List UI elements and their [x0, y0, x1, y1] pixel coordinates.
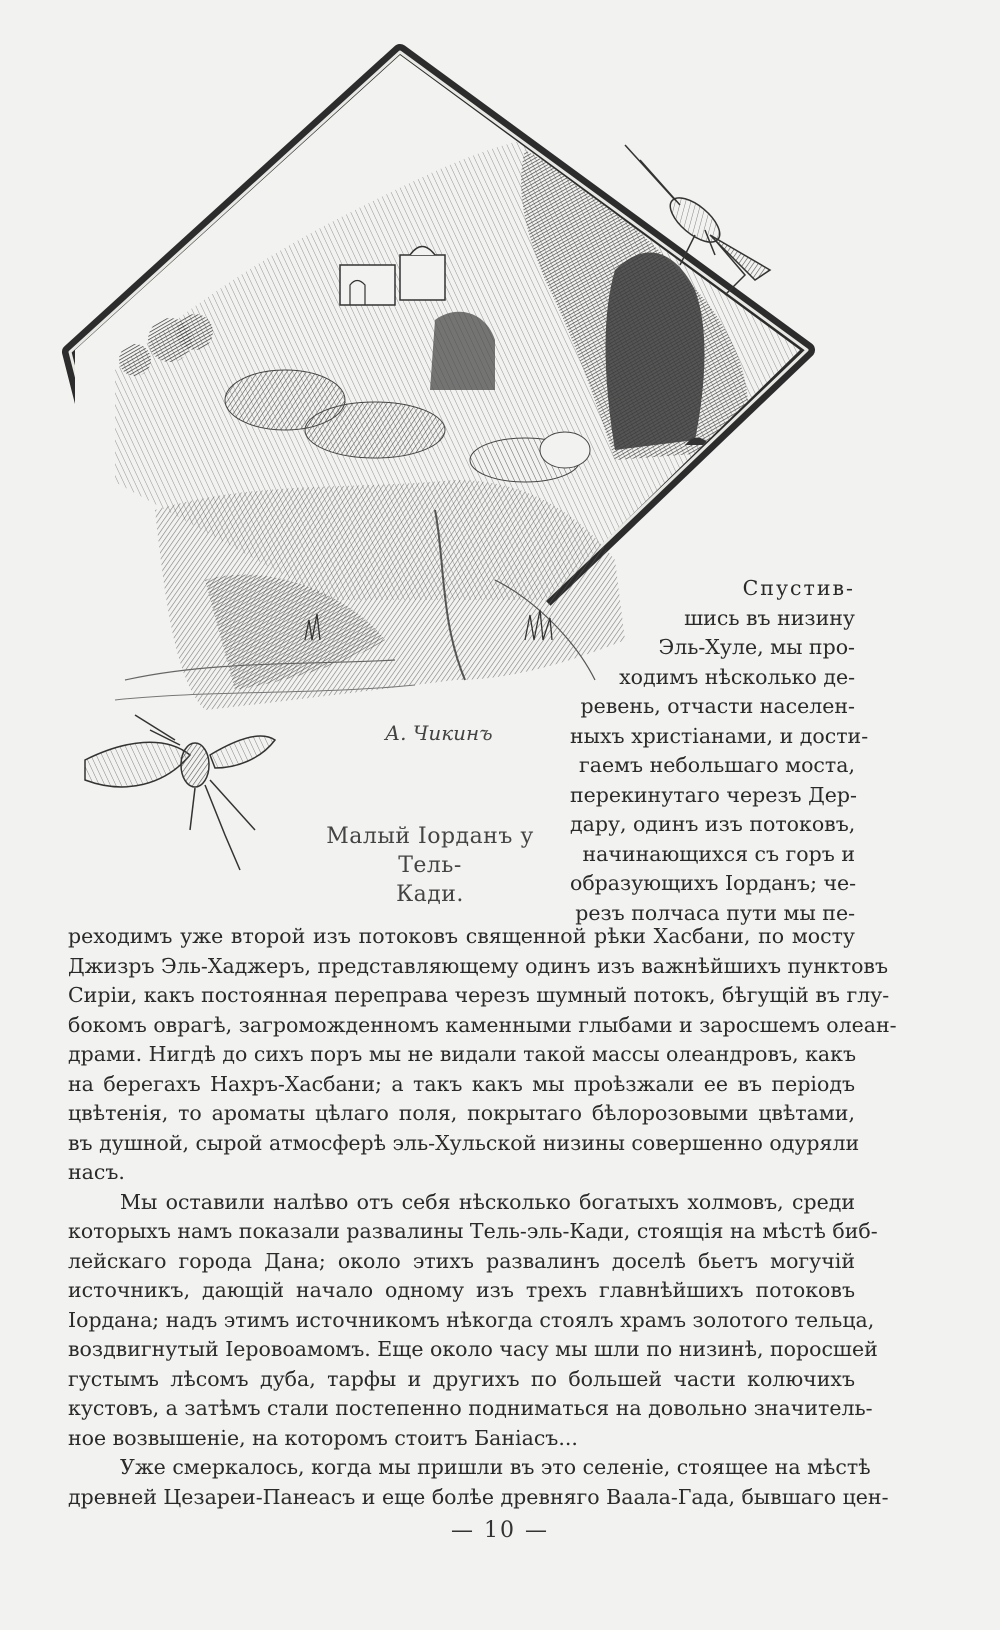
text-line: начинающихся съ горъ и — [582, 841, 855, 866]
text-line: ревень, отчасти населен- — [580, 694, 855, 718]
text-line: Сиріи, какъ постоянная переправа черезъ шумный потокъ, бѣгущій въ глу- — [68, 983, 890, 1007]
text-line: бокомъ оврагѣ, загроможденномъ каменными глыбами и заросшемъ олеан- — [68, 1012, 897, 1037]
text-line: кустовъ, а затѣмъ стали постепенно подниматься на довольно значитель- — [68, 1396, 873, 1420]
text-line: Мы оставили налѣво отъ себя нѣсколько богатыхъ холмовъ, среди — [120, 1189, 855, 1214]
text-line: лейскаго города Дана; около этихъ развалинъ доселѣ бьетъ могучій — [68, 1248, 855, 1273]
text-line: древней Цезареи-Панеасъ и еще болѣе древняго Ваала-Гада, бывшаго цен- — [68, 1484, 889, 1509]
grasshopper-bottom-icon — [85, 715, 275, 870]
body-text — [68, 922, 897, 1512]
text-line: въ душной, сырой атмосферѣ эль-Хульской низины совершенно одуряли — [68, 1130, 860, 1155]
text-line: воздвигнутый Іеровоамомъ. Еще около часу мы шли по низинѣ, поросшей — [68, 1337, 878, 1361]
text-line: перекинутаго черезъ Дер- — [570, 782, 857, 807]
illustration-caption — [305, 822, 555, 909]
foreground-vegetation — [115, 480, 625, 745]
text-line: Эль-Хуле, мы про- — [658, 635, 855, 659]
text-line: источникъ, дающій начало одному изъ трехъ главнѣйшихъ потоковъ — [68, 1278, 855, 1302]
paragraph-1 — [68, 922, 897, 1188]
text-line: дару, одинъ изъ потоковъ, — [570, 812, 856, 836]
text-line: насъ. — [68, 1160, 125, 1184]
text-line: которыхъ намъ показали развалины Тель-эль-Кади, стоящія на мѣстѣ биб- — [68, 1219, 878, 1243]
text-line: цвѣтенія, то ароматы цѣлаго поля, покрытаго бѣлорозовыми цвѣтами, — [68, 1101, 855, 1125]
text-line: ходимъ нѣсколько де- — [619, 664, 855, 689]
text-line: гаемъ небольшаго моста, — [579, 753, 855, 777]
text-line: Іордана; надъ этимъ источникомъ нѣкогда стоялъ храмъ золотого тельца, — [68, 1307, 875, 1332]
text-line: реходимъ уже второй изъ потоковъ священной рѣки Хасбани, по мосту — [68, 924, 855, 948]
text-line: Джизръ Эль-Хаджеръ, представляющему одинъ изъ важнѣйшихъ пунктовъ — [68, 953, 888, 978]
text-line: на берегахъ Нахръ-Хасбани; а такъ какъ мы проѣзжали ее въ періодъ — [68, 1071, 855, 1096]
text-line: густымъ лѣсомъ дуба, тарфы и другихъ по большей части колючихъ — [68, 1366, 855, 1391]
text-line: шись въ низину — [684, 605, 855, 630]
text-line: драми. Нигдѣ до сихъ поръ мы не видали такой массы олеандровъ, какъ — [68, 1042, 856, 1066]
text-line: Уже смеркалось, когда мы пришли въ это селеніе, стоящее на мѣстѣ — [120, 1455, 871, 1479]
wrapped-text-column — [570, 574, 869, 928]
paragraph-3 — [68, 1453, 889, 1512]
artist-signature: А. Чикинъ — [385, 721, 493, 745]
text-line: Спустив- — [742, 576, 855, 600]
paragraph-2 — [68, 1188, 878, 1454]
text-line: ныхъ христіанами, и дости- — [570, 723, 869, 748]
text-line: образующихъ Іорданъ; че- — [570, 871, 857, 895]
text-line: ное возвышеніе, на которомъ стоитъ Баніасъ... — [68, 1425, 578, 1450]
page-number: — 10 — — [451, 1518, 549, 1543]
caption-line-2: Кади. — [396, 882, 464, 907]
text-line: резъ полчаса пути мы пе- — [575, 900, 855, 925]
caption-line-1: Малый Іорданъ у Тель- — [326, 824, 534, 878]
